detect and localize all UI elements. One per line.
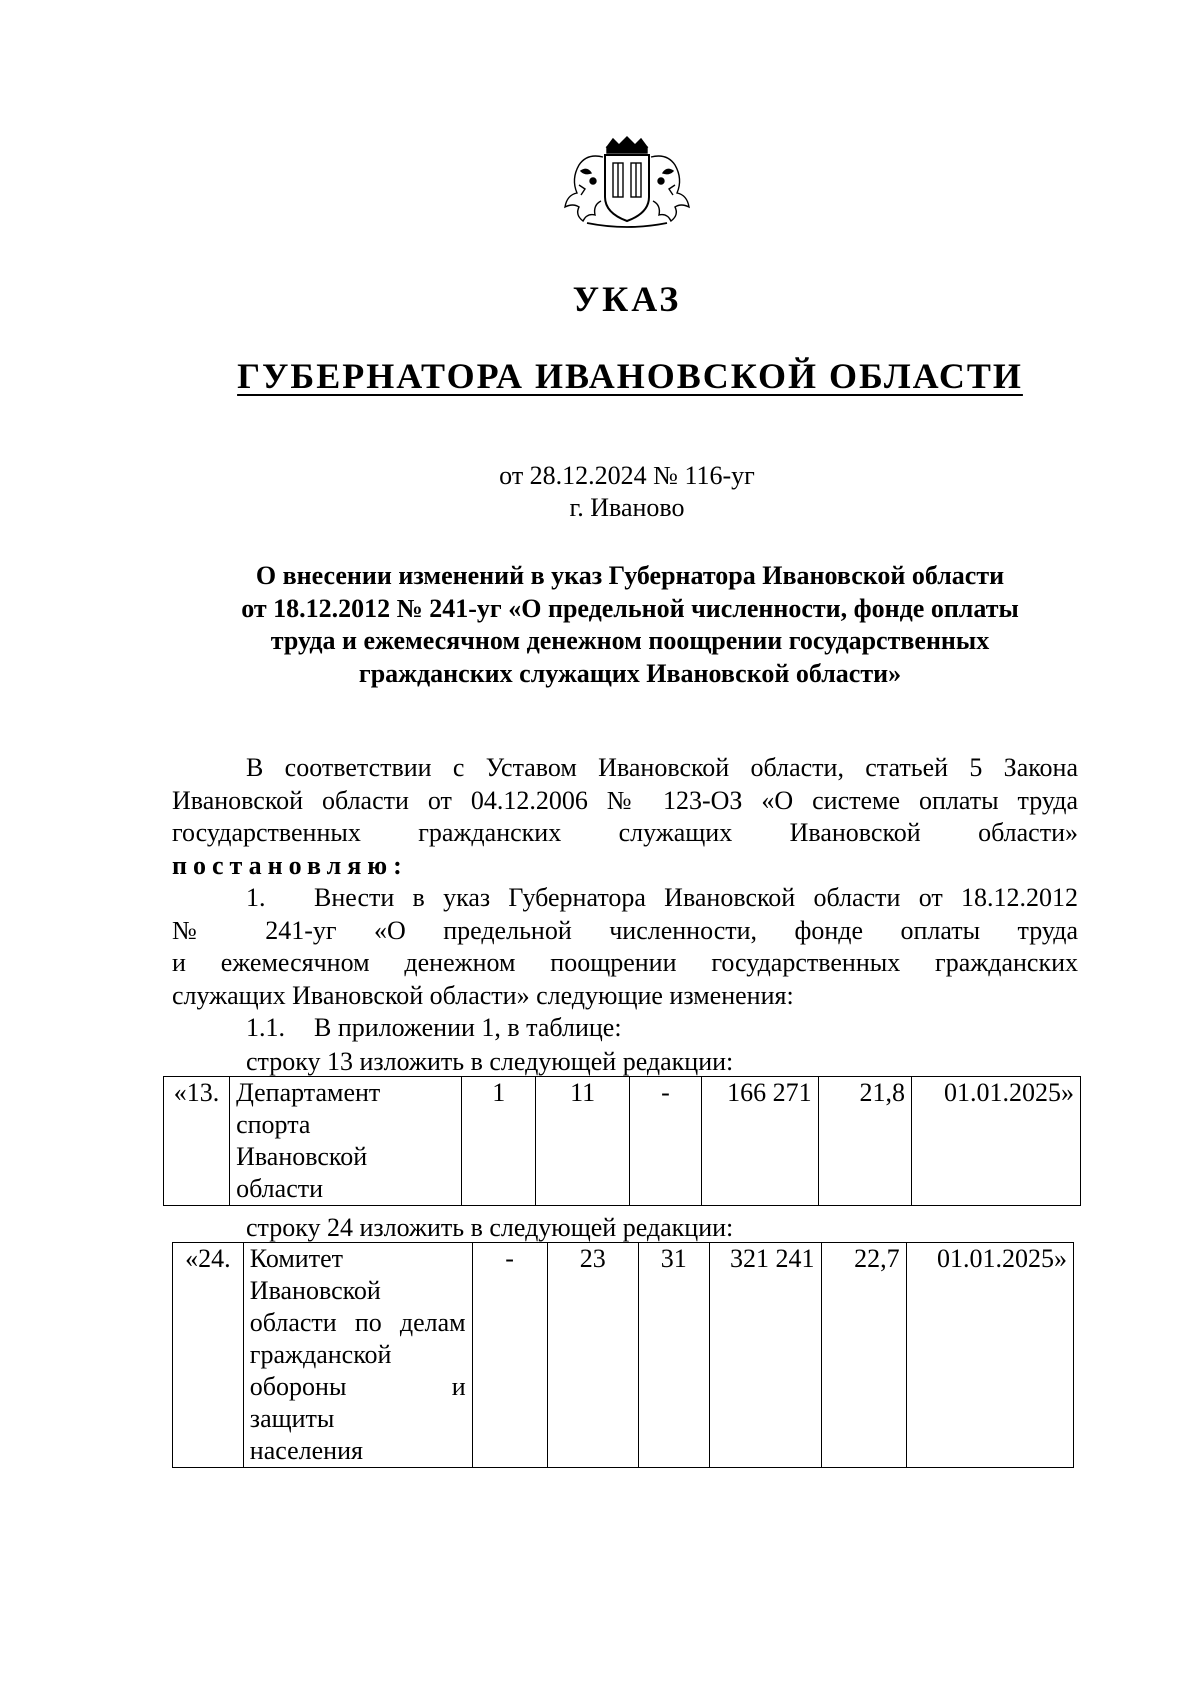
value-cell: 31 bbox=[638, 1243, 709, 1468]
item-1-line: Внести в указ Губернатора Ивановской области от 18.12.2012 bbox=[314, 883, 1078, 912]
value-cell: - bbox=[629, 1077, 701, 1206]
item-1-line: и ежемесячном денежном поощрении государственных гражданских bbox=[172, 948, 1078, 977]
item-1-line: служащих Ивановской области» следующие изменения: bbox=[172, 980, 794, 1010]
item-1-paragraph bbox=[172, 882, 1078, 1012]
issuer-title: ГУБЕРНАТОРА ИВАНОВСКОЙ ОБЛАСТИ bbox=[237, 356, 1023, 396]
value-cell: - bbox=[472, 1243, 547, 1468]
name-line-justified bbox=[250, 1307, 466, 1339]
row-number-cell: «13. bbox=[164, 1077, 230, 1206]
value-cell: 11 bbox=[536, 1077, 629, 1206]
row-number-cell: «24. bbox=[173, 1243, 244, 1468]
preamble-paragraph bbox=[172, 752, 1078, 882]
row-24-table bbox=[172, 1242, 1074, 1468]
name-line: Ивановской bbox=[249, 1276, 381, 1305]
item-1-first-line bbox=[172, 882, 1078, 915]
decree-word: постановляю: bbox=[172, 850, 408, 880]
decree-date-number: от 28.12.2024 № 116-уг bbox=[499, 461, 755, 490]
decree-heading bbox=[170, 560, 1090, 690]
preamble-line: Ивановской области от 04.12.2006 № 123-ОЗ «О системе оплаты труда bbox=[172, 785, 1078, 815]
row-13-table bbox=[163, 1076, 1081, 1206]
name-line: Комитет bbox=[249, 1244, 343, 1273]
value-cell: 22,7 bbox=[821, 1243, 906, 1468]
name-line: Департамент bbox=[236, 1078, 381, 1107]
item-1-1-number: 1.1. bbox=[246, 1013, 285, 1042]
department-name-cell bbox=[230, 1077, 462, 1206]
item-1-number: 1. bbox=[246, 883, 266, 912]
table-row bbox=[164, 1077, 1081, 1206]
coat-of-arms-icon bbox=[557, 135, 697, 231]
name-line: спорта bbox=[236, 1110, 311, 1139]
value-cell: 321 241 bbox=[709, 1243, 821, 1468]
name-line: защиты bbox=[249, 1404, 335, 1433]
name-line: области bbox=[236, 1174, 324, 1203]
name-line: области по делам bbox=[249, 1308, 466, 1337]
heading-line: гражданских служащих Ивановской области» bbox=[358, 658, 902, 688]
date-cell: 01.01.2025» bbox=[906, 1243, 1073, 1468]
document-type-title: УКАЗ bbox=[572, 279, 682, 319]
row-24-caption: строку 24 изложить в следующей редакции: bbox=[246, 1213, 734, 1242]
item-1-1-text: В приложении 1, в таблице: bbox=[314, 1013, 622, 1042]
date-cell: 01.01.2025» bbox=[912, 1077, 1081, 1206]
name-line: гражданской bbox=[249, 1340, 392, 1369]
value-cell: 23 bbox=[547, 1243, 638, 1468]
name-line: обороны и bbox=[249, 1372, 466, 1401]
name-line: Ивановской bbox=[236, 1142, 368, 1171]
decree-city: г. Иваново bbox=[569, 493, 685, 522]
heading-line: от 18.12.2012 № 241-уг «О предельной численности, фонде оплаты bbox=[241, 593, 1019, 623]
preamble-line: В соответствии с Уставом Ивановской области, статьей 5 Закона bbox=[246, 753, 1078, 782]
row-13-caption: строку 13 изложить в следующей редакции: bbox=[246, 1047, 734, 1076]
value-cell: 1 bbox=[461, 1077, 535, 1206]
item-1-line: № 241-уг «О предельной численности, фонде оплаты труда bbox=[172, 915, 1078, 945]
name-line-justified bbox=[250, 1371, 466, 1403]
item-1-1 bbox=[246, 1012, 622, 1045]
heading-line: труда и ежемесячном денежном поощрении государственных bbox=[270, 626, 990, 655]
value-cell: 166 271 bbox=[702, 1077, 818, 1206]
value-cell: 21,8 bbox=[818, 1077, 911, 1206]
department-name-cell bbox=[243, 1243, 472, 1468]
name-line: населения bbox=[249, 1436, 363, 1465]
preamble-line: государственных гражданских служащих Ивановской области» bbox=[172, 818, 1078, 847]
table-row bbox=[173, 1243, 1074, 1468]
heading-line: О внесении изменений в указ Губернатора Ивановской области bbox=[255, 561, 1005, 590]
